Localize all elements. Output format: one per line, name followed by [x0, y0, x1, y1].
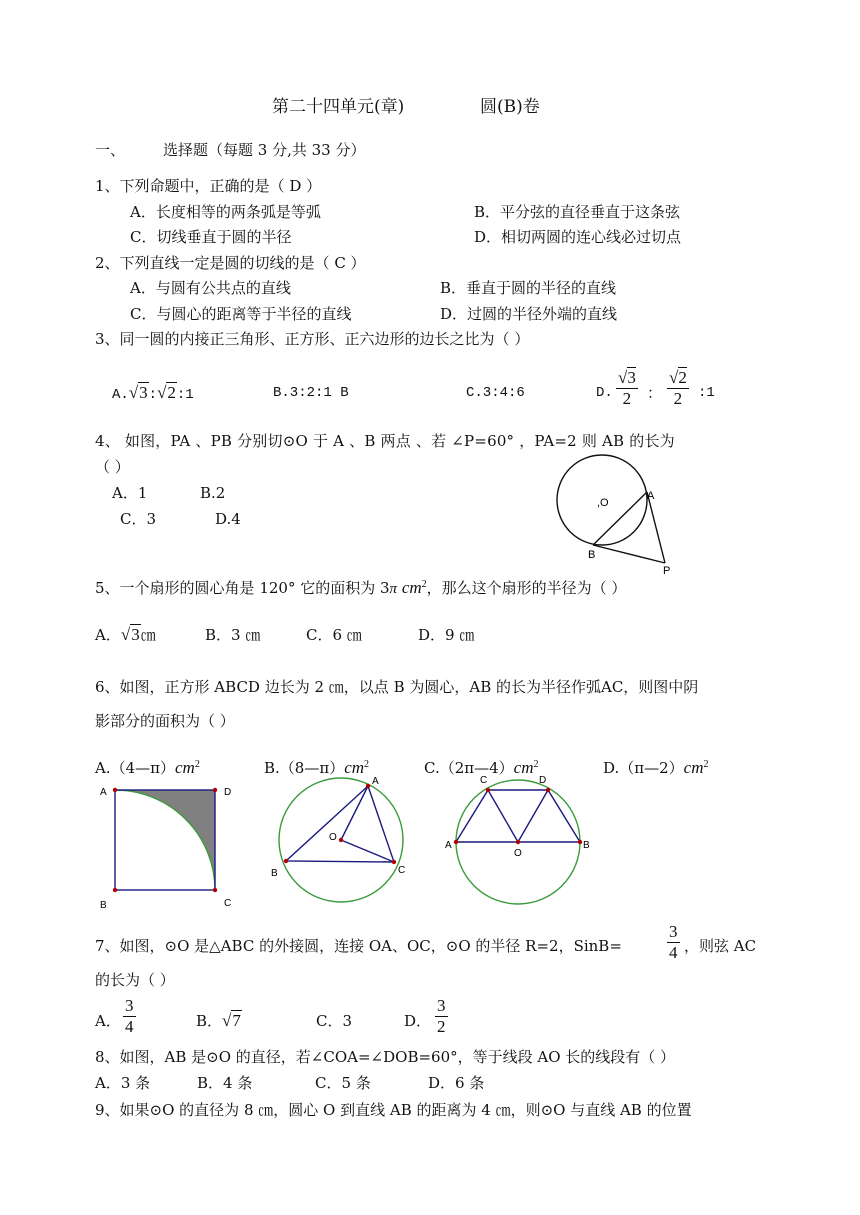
segment-oc	[341, 840, 394, 862]
square-label-b: B	[100, 900, 107, 911]
segment-oa	[341, 786, 368, 840]
q7-option-a-fraction: $\frac{3}{4}$	[125, 996, 134, 1036]
q3-stem: 3、同一圆的内接正三角形、正方形、正六边形的边长之比为（ ）	[95, 330, 530, 348]
q1-option-d: D．相切两圆的连心线必过切点	[474, 228, 682, 246]
tri-label-b: B	[271, 868, 278, 879]
q1-option-c: C．切线垂直于圆的半径	[130, 228, 292, 246]
q3-option-b: B.3:2:1 B	[273, 385, 349, 401]
q4-option-b: B.2	[200, 484, 226, 502]
q3-option-a: A.√3:√2:1	[112, 383, 194, 403]
tri-label-o: O	[329, 832, 337, 843]
q4-option-c: C．3	[120, 510, 157, 528]
q2-option-d: D．过圆的半径外端的直线	[440, 305, 618, 323]
q4-stem: 4、 如图，PA 、PB 分别切⊙O 于 A 、B 两点 、若 ∠P=60° ，PA=2 则 AB 的长为	[95, 432, 675, 450]
q5-option-b: B．3 ㎝	[205, 626, 261, 644]
section-label: 选择题（每题 3 分,共 33 分）	[163, 141, 366, 159]
q7-option-d-fraction: $\frac{3}{2}$	[437, 996, 446, 1036]
q6-option-c: $C.(2\pi—4)cm^2$	[424, 758, 539, 777]
q5-option-a: A．√3㎝	[95, 625, 156, 644]
q4-figure	[550, 450, 680, 577]
q3-option-d-colon: ：	[647, 384, 663, 402]
q5-stem: 5、一个扇形的圆心角是 120° 它的面积为 3π $cm^2$，那么这个扇形的半径为（ ）	[95, 578, 627, 597]
square-label-a: A	[100, 787, 107, 798]
square-label-c: C	[224, 898, 232, 909]
q5-option-c: C．6 ㎝	[306, 626, 362, 644]
q8-option-d: D．6 条	[428, 1074, 485, 1092]
tri-label-a: A	[372, 776, 379, 787]
tri-label-c: C	[398, 865, 406, 876]
q2-stem: 2、下列直线一定是圆的切线的是（ C ）	[95, 254, 366, 272]
square-label-d: D	[224, 787, 232, 798]
q4-label-o: ,O	[597, 497, 609, 509]
q2-option-c: C．与圆心的距离等于半径的直线	[130, 305, 352, 323]
hexagon-figure	[440, 770, 610, 910]
q1-option-a: A．长度相等的两条弧是等弧	[130, 203, 321, 221]
q3-option-d-fraction-2: $\frac{√2}{2}$	[669, 368, 687, 408]
q6-line1: 6、如图，正方形 ABCD 边长为 2 ㎝，以点 B 为圆心，AB 的长为半径作弧AC，则图中阴	[95, 678, 699, 696]
q3-option-d-tail: :1	[698, 385, 715, 401]
q3-option-d-prefix: D.	[596, 385, 613, 401]
q6-option-d: $D.(\pi—2)cm^2$	[603, 758, 709, 777]
q1-stem: 1、下列命题中，正确的是（ D ）	[95, 177, 322, 195]
q2-option-a: A．与圆有公共点的直线	[130, 279, 291, 297]
q4-label-b: B	[588, 549, 596, 561]
segment-od	[518, 790, 548, 842]
q2-option-b: B．垂直于圆的半径的直线	[440, 279, 617, 297]
hex-label-a: A	[445, 840, 452, 851]
q7-line1-tail: ，则弦 AC	[684, 937, 757, 955]
q7-option-c: C．3	[316, 1012, 353, 1030]
q7-line1: 7、如图，⊙O 是△ABC 的外接圆，连接 OA、OC，⊙O 的半径 R=2，SinB=	[95, 937, 622, 955]
q5-option-d: D．9 ㎝	[418, 626, 475, 644]
q8-option-a: A．3 条	[95, 1074, 151, 1092]
q4-tangent-pb	[593, 545, 665, 563]
q3-option-c: C.3:4:6	[466, 385, 525, 401]
q7-option-d-prefix: D．	[404, 1012, 432, 1030]
q7-option-b: B．√7	[196, 1011, 241, 1030]
q4-tangent-pa	[647, 492, 665, 563]
q1-option-b: B．平分弦的直径垂直于这条弦	[474, 203, 681, 221]
q4-paren: （ ）	[95, 458, 130, 476]
shaded-region	[115, 790, 215, 890]
triangle-figure	[268, 774, 428, 914]
q6-option-a: $A.(4—\pi)cm^2$	[95, 758, 200, 777]
segment-oc	[488, 790, 518, 842]
section-number: 一、	[95, 141, 126, 159]
q6-line2: 影部分的面积为（ ）	[95, 712, 235, 730]
hex-label-o: O	[514, 848, 522, 859]
q9-stem: 9、如果⊙O 的直径为 8 ㎝，圆心 O 到直线 AB 的距离为 4 ㎝，则⊙O 与直线 AB 的位置	[95, 1101, 692, 1119]
hex-label-d: D	[539, 775, 547, 786]
q8-stem: 8、如图，AB 是⊙O 的直径，若∠COA=∠DOB=60°，等于线段 AO 长的线段有（ ）	[95, 1048, 676, 1066]
hex-label-b: B	[583, 840, 590, 851]
title-unit: 第二十四单元(章)	[272, 97, 405, 117]
q8-option-c: C．5 条	[315, 1074, 371, 1092]
q7-option-a-prefix: A．	[95, 1012, 121, 1030]
q4-label-p: P	[663, 565, 671, 577]
q3-option-d-fraction-1: $\frac{√3}{2}$	[618, 368, 636, 408]
q7-line2: 的长为（ ）	[95, 971, 175, 989]
triangle-abc	[286, 786, 394, 862]
hex-label-c: C	[480, 775, 488, 786]
q8-option-b: B．4 条	[197, 1074, 253, 1092]
q6-option-b: $B.(8—\pi)cm^2$	[264, 758, 370, 777]
square-figure	[95, 780, 245, 910]
title-paper: 圆(B)卷	[480, 97, 540, 117]
q4-option-d: D.4	[215, 510, 241, 528]
q4-label-a: A	[647, 490, 655, 502]
q7-sinb-fraction: $\frac{3}{4}$	[669, 922, 678, 962]
q4-option-a: A．1	[112, 484, 148, 502]
